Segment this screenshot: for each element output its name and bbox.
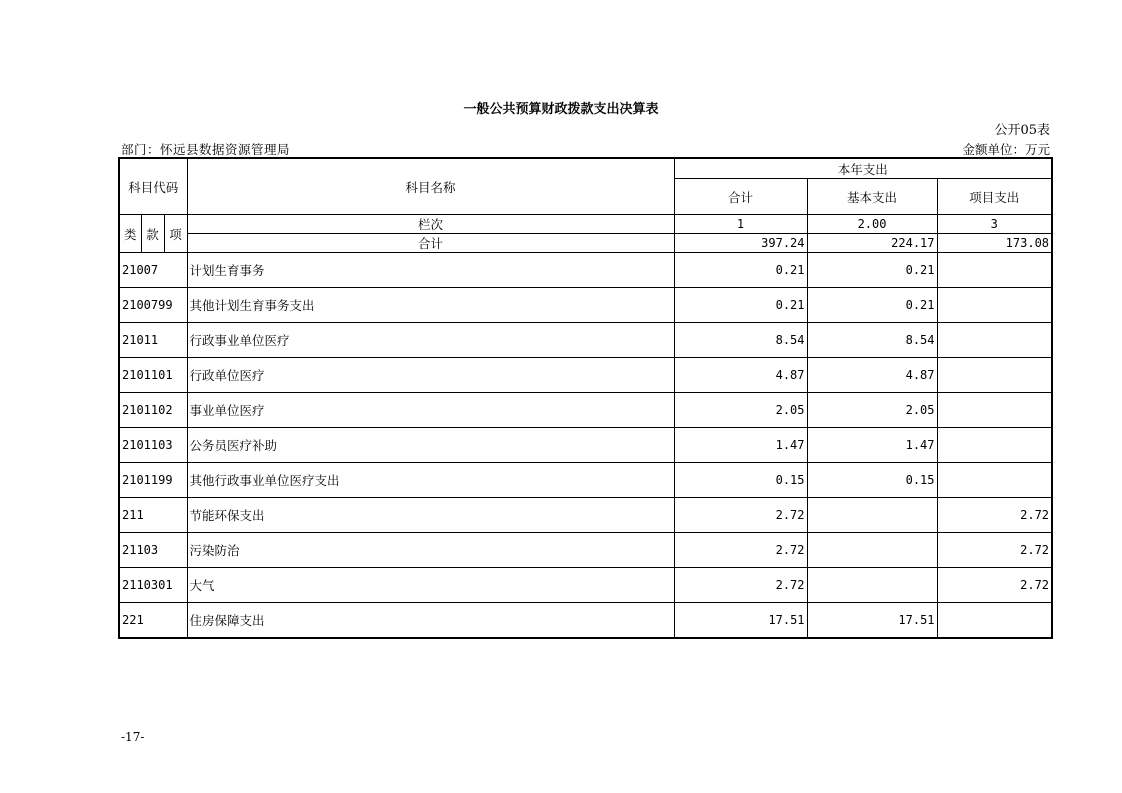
row-code: 2101103 — [119, 428, 187, 463]
row-total: 17.51 — [674, 603, 807, 639]
row-project — [937, 253, 1052, 288]
table-row — [119, 603, 1052, 639]
header-basic: 基本支出 — [807, 179, 937, 215]
row-code: 2101101 — [119, 358, 187, 393]
row-name: 其他计划生育事务支出 — [187, 288, 674, 323]
row-basic: 0.15 — [807, 463, 937, 498]
row-project: 2.72 — [937, 498, 1052, 533]
row-project: 2.72 — [937, 533, 1052, 568]
row-basic: 4.87 — [807, 358, 937, 393]
department-label: 部门：怀远县数据资源管理局 — [121, 142, 291, 157]
row-basic: 8.54 — [807, 323, 937, 358]
row-code: 211 — [119, 498, 187, 533]
total-row-basic: 224.17 — [807, 234, 937, 253]
row-total: 2.05 — [674, 393, 807, 428]
row-total: 2.72 — [674, 533, 807, 568]
row-total: 0.21 — [674, 288, 807, 323]
header-code-class: 类 — [119, 215, 141, 253]
row-project — [937, 393, 1052, 428]
table-row — [119, 253, 1052, 288]
row-basic: 1.47 — [807, 428, 937, 463]
header-col2: 2.00 — [807, 215, 937, 234]
row-basic: 17.51 — [807, 603, 937, 639]
header-code-item: 项 — [164, 215, 187, 253]
row-code: 21007 — [119, 253, 187, 288]
row-basic: 0.21 — [807, 288, 937, 323]
row-basic: 0.21 — [807, 253, 937, 288]
header-col3: 3 — [937, 215, 1052, 234]
row-code: 2110301 — [119, 568, 187, 603]
table-row — [119, 498, 1052, 533]
row-name: 节能环保支出 — [187, 498, 674, 533]
row-total: 0.21 — [674, 253, 807, 288]
row-project — [937, 358, 1052, 393]
row-total: 1.47 — [674, 428, 807, 463]
table-row — [119, 463, 1052, 498]
row-basic: 2.05 — [807, 393, 937, 428]
total-row-project: 173.08 — [937, 234, 1052, 253]
row-name: 公务员医疗补助 — [187, 428, 674, 463]
total-row-total: 397.24 — [674, 234, 807, 253]
table-row — [119, 323, 1052, 358]
amount-unit-label: 金额单位：万元 — [962, 142, 1050, 157]
row-project — [937, 323, 1052, 358]
header-code-group: 科目代码 — [119, 158, 187, 215]
report-title: 一般公共预算财政拨款支出决算表 — [463, 102, 659, 117]
row-name: 住房保障支出 — [187, 603, 674, 639]
row-project — [937, 463, 1052, 498]
table-row — [119, 358, 1052, 393]
row-code: 221 — [119, 603, 187, 639]
header-name: 科目名称 — [187, 158, 674, 215]
table-row — [119, 428, 1052, 463]
header-project: 项目支出 — [937, 179, 1052, 215]
row-name: 大气 — [187, 568, 674, 603]
header-code-section: 款 — [141, 215, 164, 253]
row-code: 21103 — [119, 533, 187, 568]
row-code: 21011 — [119, 323, 187, 358]
row-basic — [807, 533, 937, 568]
row-name: 行政事业单位医疗 — [187, 323, 674, 358]
row-total: 8.54 — [674, 323, 807, 358]
row-code: 2101102 — [119, 393, 187, 428]
row-project — [937, 288, 1052, 323]
header-total: 合计 — [674, 179, 807, 215]
form-id: 公开05表 — [994, 123, 1050, 138]
table-row — [119, 533, 1052, 568]
row-basic — [807, 568, 937, 603]
row-total: 4.87 — [674, 358, 807, 393]
row-code: 2100799 — [119, 288, 187, 323]
table-row — [119, 568, 1052, 603]
header-column-label: 栏次 — [187, 215, 674, 234]
row-project: 2.72 — [937, 568, 1052, 603]
row-total: 2.72 — [674, 568, 807, 603]
row-project — [937, 603, 1052, 639]
row-name: 行政单位医疗 — [187, 358, 674, 393]
row-name: 其他行政事业单位医疗支出 — [187, 463, 674, 498]
total-row-label: 合计 — [187, 234, 674, 253]
row-name: 污染防治 — [187, 533, 674, 568]
page-number: -17- — [121, 730, 145, 744]
row-basic — [807, 498, 937, 533]
table-row — [119, 393, 1052, 428]
row-total: 0.15 — [674, 463, 807, 498]
header-year-expense: 本年支出 — [674, 158, 1052, 179]
table-row — [119, 288, 1052, 323]
expenditure-table — [118, 157, 1053, 639]
row-project — [937, 428, 1052, 463]
row-name: 计划生育事务 — [187, 253, 674, 288]
header-col1: 1 — [674, 215, 807, 234]
row-code: 2101199 — [119, 463, 187, 498]
row-total: 2.72 — [674, 498, 807, 533]
row-name: 事业单位医疗 — [187, 393, 674, 428]
